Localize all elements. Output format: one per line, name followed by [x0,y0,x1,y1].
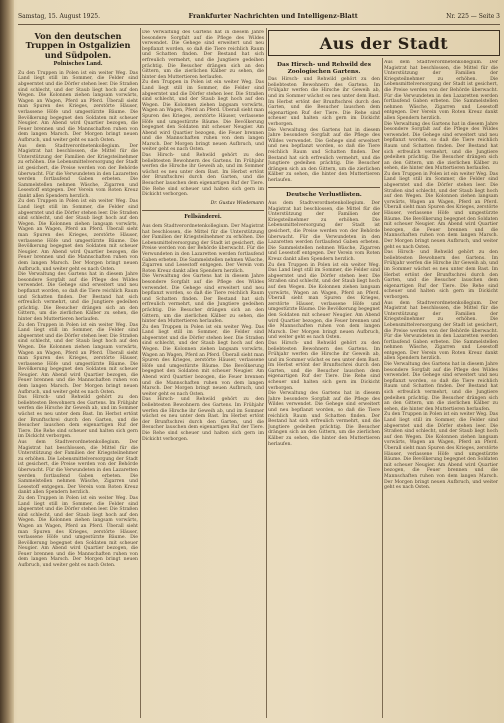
col3-body-cont: Die Verwaltung des Gartens hat in diesem Jahre besondere Sorgfalt auf die Pflege des Wildes verwendet. Die Gehege sind erweitert und neu bepflanzt worden, so daß die Tiere reichlich Raum und Schatten finden. Der Bestand hat sich erfreulich vermehrt, und die Jungtiere gedeihen prächtig. Die Besucher drängen sich an den Gittern, um die zierlichen Kälber zu sehen, die hinter den Muttertieren herlaufen. [268,127,380,183]
divider [268,187,380,188]
col4-body: Aus dem Stadtverordnetenkollegium. Der Magistrat hat beschlossen, die Mittel für die Unterstützung der Familien der Kriegsteilnehmer zu erhöhen. Die Lebensmittelversorgung der Stadt ist gesichert, die Preise werden von der Behörde überwacht. Für die Verwundeten in den Lazaretten werden fortlaufend Gaben erbeten. Die Sammelstellen nehmen Wäsche, Zigarren und Lesestoff entgegen. Der Verein vom Roten Kreuz dankt allen Spendern herzlich. [384,60,498,121]
lead-article-body-cont6: Aus dem Stadtverordnetenkollegium. Der Magistrat hat beschlossen, die Mittel für die Unterstützung der Familien der Kriegsteilnehmer zu erhöhen. Die Lebensmittelversorgung der Stadt ist gesichert, die Preise werden von der Behörde überwacht. Für die Verwundeten in den Lazaretten werden fortlaufend Gaben erbeten. Die Sammelstellen nehmen Wäsche, Zigarren und Lesestoff entgegen. Der Verein vom Roten Kreuz dankt allen Spendern herzlich. [18,440,138,496]
col3-section-title: Deutsche Verlustlisten. [286,192,362,199]
lead-article-body-cont5: Das Hirsch- und Rehwild gehört zu den beliebtesten Bewohnern des Gartens. Im Frühjahr werfen die Hirsche ihr Geweih ab, und im Sommer wächst es neu unter dem Bast. Im Herbst ertönt der Brunftschrei durch den Garten, und die Besucher lauschen dem eigenartigen Ruf der Tiere. Die Rehe sind scheuer und halten sich gern im Dickicht verborgen. [18,395,138,440]
column-rule [140,28,141,718]
paper-title: Frankfurter Nachrichten und Intelligenz-Blatt [188,12,358,20]
page-binding [0,0,14,723]
col2-body-cont5: Zu den Truppen in Polen ist ein weiter Weg. Das Land liegt still im Sommer, die Felder sind abgeerntet und die Dörfer stehen leer. Die Straßen sind schlecht, und der Staub liegt hoch auf den Wegen. Die Kolonnen ziehen langsam vorwärts, Wagen an Wagen, Pferd an Pferd. Überall sieht man Spuren des Krieges, zerstörte Häuser, verlassene Höfe und umgestürzte Bäume. Die Bevölkerung begegnet den Soldaten mit scheuer Neugier. Am Abend wird Quartier bezogen, die Feuer brennen und die Mannschaften ruhen von dem langen Marsch. Der Morgen bringt neuen Aufbruch, und weiter geht es nach Osten. [142,324,264,397]
col4-body-cont4: Aus dem Stadtverordnetenkollegium. Der Magistrat hat beschlossen, die Mittel für die Unterstützung der Familien der Kriegsteilnehmer zu erhöhen. Die Lebensmittelversorgung der Stadt ist gesichert, die Preise werden von der Behörde überwacht. Für die Verwundeten in den Lazaretten werden fortlaufend Gaben erbeten. Die Sammelstellen nehmen Wäsche, Zigarren und Lesestoff entgegen. Der Verein vom Roten Kreuz dankt allen Spendern herzlich. [384,300,498,362]
col4-body-cont2: Zu den Truppen in Polen ist ein weiter Weg. Das Land liegt still im Sommer, die Felder sind abgeerntet und die Dörfer stehen leer. Die Straßen sind schlecht, und der Staub liegt hoch auf den Wegen. Die Kolonnen ziehen langsam vorwärts, Wagen an Wagen, Pferd an Pferd. Überall sieht man Spuren des Krieges, zerstörte Häuser, verlassene Höfe und umgestürzte Bäume. Die Bevölkerung begegnet den Soldaten mit scheuer Neugier. Am Abend wird Quartier bezogen, die Feuer brennen und die Mannschaften ruhen von dem langen Marsch. Der Morgen bringt neuen Aufbruch, und weiter geht es nach Osten. [384,171,498,250]
column-1 [18,30,138,715]
column-rule [266,28,267,718]
col3-body-cont3: Zu den Truppen in Polen ist ein weiter Weg. Das Land liegt still im Sommer, die Felder sind abgeerntet und die Dörfer stehen leer. Die Straßen sind schlecht, und der Staub liegt hoch auf den Wegen. Die Kolonnen ziehen langsam vorwärts, Wagen an Wagen, Pferd an Pferd. Überall sieht man Spuren des Krieges, zerstörte Häuser, verlassene Höfe und umgestürzte Bäume. Die Bevölkerung begegnet den Soldaten mit scheuer Neugier. Am Abend wird Quartier bezogen, die Feuer brennen und die Mannschaften ruhen von dem langen Marsch. Der Morgen bringt neuen Aufbruch, und weiter geht es nach Osten. [268,262,380,341]
column-rule [382,58,383,718]
page-header [18,8,500,25]
col4-body-cont6: Zu den Truppen in Polen ist ein weiter Weg. Das Land liegt still im Sommer, die Felder sind abgeerntet und die Dörfer stehen leer. Die Straßen sind schlecht, und der Staub liegt hoch auf den Wegen. Die Kolonnen ziehen langsam vorwärts, Wagen an Wagen, Pferd an Pferd. Überall sieht man Spuren des Krieges, zerstörte Häuser, verlassene Höfe und umgestürzte Bäume. Die Bevölkerung begegnet den Soldaten mit scheuer Neugier. Am Abend wird Quartier bezogen, die Feuer brennen und die Mannschaften ruhen von dem langen Marsch. Der Morgen bringt neuen Aufbruch, und weiter geht es nach Osten. [384,412,498,491]
col2-body: Die Verwaltung des Gartens hat in diesem Jahre besondere Sorgfalt auf die Pflege des Wildes verwendet. Die Gehege sind erweitert und neu bepflanzt worden, so daß die Tiere reichlich Raum und Schatten finden. Der Bestand hat sich erfreulich vermehrt, und die Jungtiere gedeihen prächtig. Die Besucher drängen sich an den Gittern, um die zierlichen Kälber zu sehen, die hinter den Muttertieren herlaufen. [142,30,264,80]
lead-article-body: Zu den Truppen in Polen ist ein weiter Weg. Das Land liegt still im Sommer, die Felder sind abgeerntet und die Dörfer stehen leer. Die Straßen sind schlecht, und der Staub liegt hoch auf den Wegen. Die Kolonnen ziehen langsam vorwärts, Wagen an Wagen, Pferd an Pferd. Überall sieht man Spuren des Krieges, zerstörte Häuser, verlassene Höfe und umgestürzte Bäume. Die Bevölkerung begegnet den Soldaten mit scheuer Neugier. Am Abend wird Quartier bezogen, die Feuer brennen und die Mannschaften ruhen von dem langen Marsch. Der Morgen bringt neuen Aufbruch, und weiter geht es nach Osten. [18,70,138,143]
header-date: Samstag, 15. August 1925. [18,12,101,20]
col2-body-cont4: Die Verwaltung des Gartens hat in diesem Jahre besondere Sorgfalt auf die Pflege des Wildes verwendet. Die Gehege sind erweitert und neu bepflanzt worden, so daß die Tiere reichlich Raum und Schatten finden. Der Bestand hat sich erfreulich vermehrt, und die Jungtiere gedeihen prächtig. Die Besucher drängen sich an den Gittern, um die zierlichen Kälber zu sehen, die hinter den Muttertieren herlaufen. [142,274,264,325]
lead-article-body-cont4: Zu den Truppen in Polen ist ein weiter Weg. Das Land liegt still im Sommer, die Felder sind abgeerntet und die Dörfer stehen leer. Die Straßen sind schlecht, und der Staub liegt hoch auf den Wegen. Die Kolonnen ziehen langsam vorwärts, Wagen an Wagen, Pferd an Pferd. Überall sieht man Spuren des Krieges, zerstörte Häuser, verlassene Höfe und umgestürzte Bäume. Die Bevölkerung begegnet den Soldaten mit scheuer Neugier. Am Abend wird Quartier bezogen, die Feuer brennen und die Mannschaften ruhen von dem langen Marsch. Der Morgen bringt neuen Aufbruch, und weiter geht es nach Osten. [18,322,138,395]
column-3 [268,60,380,715]
col4-body-cont: Die Verwaltung des Gartens hat in diesem Jahre besondere Sorgfalt auf die Pflege des Wildes verwendet. Die Gehege sind erweitert und neu bepflanzt worden, so daß die Tiere reichlich Raum und Schatten finden. Der Bestand hat sich erfreulich vermehrt, und die Jungtiere gedeihen prächtig. Die Besucher drängen sich an den Gittern, um die zierlichen Kälber zu sehen, die hinter den Muttertieren herlaufen. [384,121,498,172]
section-banner [268,30,500,56]
section-title: Aus der Stadt [319,33,449,53]
lead-article-body-cont7: Zu den Truppen in Polen ist ein weiter Weg. Das Land liegt still im Sommer, die Felder sind abgeerntet und die Dörfer stehen leer. Die Straßen sind schlecht, und der Staub liegt hoch auf den Wegen. Die Kolonnen ziehen langsam vorwärts, Wagen an Wagen, Pferd an Pferd. Überall sieht man Spuren des Krieges, zerstörte Häuser, verlassene Höfe und umgestürzte Bäume. Die Bevölkerung begegnet den Soldaten mit scheuer Neugier. Am Abend wird Quartier bezogen, die Feuer brennen und die Mannschaften ruhen von dem langen Marsch. Der Morgen bringt neuen Aufbruch, und weiter geht es nach Osten. [18,495,138,569]
col4-body-cont5: Die Verwaltung des Gartens hat in diesem Jahre besondere Sorgfalt auf die Pflege des Wildes verwendet. Die Gehege sind erweitert und neu bepflanzt worden, so daß die Tiere reichlich Raum und Schatten finden. Der Bestand hat sich erfreulich vermehrt, und die Jungtiere gedeihen prächtig. Die Besucher drängen sich an den Gittern, um die zierlichen Kälber zu sehen, die hinter den Muttertieren herlaufen. [384,362,498,412]
col2-body-cont2: Das Hirsch- und Rehwild gehört zu den beliebtesten Bewohnern des Gartens. Im Frühjahr werfen die Hirsche ihr Geweih ab, und im Sommer wächst es neu unter dem Bast. Im Herbst ertönt der Brunftschrei durch den Garten, und die Besucher lauschen dem eigenartigen Ruf der Tiere. Die Rehe sind scheuer und halten sich gern im Dickicht verborgen. [142,153,264,198]
column-2 [142,30,264,715]
col2-body-cont6: Das Hirsch- und Rehwild gehört zu den beliebtesten Bewohnern des Gartens. Im Frühjahr werfen die Hirsche ihr Geweih ab, und im Sommer wächst es neu unter dem Bast. Im Herbst ertönt der Brunftschrei durch den Garten, und die Besucher lauschen dem eigenartigen Ruf der Tiere. Die Rehe sind scheuer und halten sich gern im Dickicht verborgen. [142,397,264,442]
lead-article-body-cont: Aus dem Stadtverordnetenkollegium. Der Magistrat hat beschlossen, die Mittel für die Unterstützung der Familien der Kriegsteilnehmer zu erhöhen. Die Lebensmittelversorgung der Stadt ist gesichert, die Preise werden von der Behörde überwacht. Für die Verwundeten in den Lazaretten werden fortlaufend Gaben erbeten. Die Sammelstellen nehmen Wäsche, Zigarren und Lesestoff entgegen. Der Verein vom Roten Kreuz dankt allen Spendern herzlich. [18,143,138,199]
header-issue: Nr. 225 — Seite 3 [446,12,500,20]
col2-body-cont3: Aus dem Stadtverordnetenkollegium. Der Magistrat hat beschlossen, die Mittel für die Unterstützung der Familien der Kriegsteilnehmer zu erhöhen. Die Lebensmittelversorgung der Stadt ist gesichert, die Preise werden von der Behörde überwacht. Für die Verwundeten in den Lazaretten werden fortlaufend Gaben erbeten. Die Sammelstellen nehmen Wäsche, Zigarren und Lesestoff entgegen. Der Verein vom Roten Kreuz dankt allen Spendern herzlich. [142,224,264,274]
column-4 [384,60,498,715]
col4-body-cont3: Das Hirsch- und Rehwild gehört zu den beliebtesten Bewohnern des Gartens. Im Frühjahr werfen die Hirsche ihr Geweih ab, und im Sommer wächst es neu unter dem Bast. Im Herbst ertönt der Brunftschrei durch den Garten, und die Besucher lauschen dem eigenartigen Ruf der Tiere. Die Rehe sind scheuer und halten sich gern im Dickicht verborgen. [384,250,498,300]
col3-body-cont4: Das Hirsch- und Rehwild gehört zu den beliebtesten Bewohnern des Gartens. Im Frühjahr werfen die Hirsche ihr Geweih ab, und im Sommer wächst es neu unter dem Bast. Im Herbst ertönt der Brunftschrei durch den Garten, und die Besucher lauschen dem eigenartigen Ruf der Tiere. Die Rehe sind scheuer und halten sich gern im Dickicht verborgen. [268,340,380,391]
col3-body: Das Hirsch- und Rehwild gehört zu den beliebtesten Bewohnern des Gartens. Im Frühjahr werfen die Hirsche ihr Geweih ab, und im Sommer wächst es neu unter dem Bast. Im Herbst ertönt der Brunftschrei durch den Garten, und die Besucher lauschen dem eigenartigen Ruf der Tiere. Die Rehe sind scheuer und halten sich gern im Dickicht verborgen. [268,77,380,127]
col3-article-title: Das Hirsch- und Rehwild des Zoologischen Gartens. [277,62,371,75]
lead-article-body-cont2: Zu den Truppen in Polen ist ein weiter Weg. Das Land liegt still im Sommer, die Felder sind abgeerntet und die Dörfer stehen leer. Die Straßen sind schlecht, und der Staub liegt hoch auf den Wegen. Die Kolonnen ziehen langsam vorwärts, Wagen an Wagen, Pferd an Pferd. Überall sieht man Spuren des Krieges, zerstörte Häuser, verlassene Höfe und umgestürzte Bäume. Die Bevölkerung begegnet den Soldaten mit scheuer Neugier. Am Abend wird Quartier bezogen, die Feuer brennen und die Mannschaften ruhen von dem langen Marsch. Der Morgen bringt neuen Aufbruch, und weiter geht es nach Osten. [18,199,138,272]
lead-article-place: Polnisches Land. [53,61,103,68]
article-signature: Dr. Gustav Wiedemann [210,200,264,206]
col2-heading: Fellsänderei. [184,214,222,221]
lead-article-body-cont3: Die Verwaltung des Gartens hat in diesem Jahre besondere Sorgfalt auf die Pflege des Wildes verwendet. Die Gehege sind erweitert und neu bepflanzt worden, so daß die Tiere reichlich Raum und Schatten finden. Der Bestand hat sich erfreulich vermehrt, und die Jungtiere gedeihen prächtig. Die Besucher drängen sich an den Gittern, um die zierlichen Kälber zu sehen, die hinter den Muttertieren herlaufen. [18,272,138,322]
col2-body-cont: Zu den Truppen in Polen ist ein weiter Weg. Das Land liegt still im Sommer, die Felder sind abgeerntet und die Dörfer stehen leer. Die Straßen sind schlecht, und der Staub liegt hoch auf den Wegen. Die Kolonnen ziehen langsam vorwärts, Wagen an Wagen, Pferd an Pferd. Überall sieht man Spuren des Krieges, zerstörte Häuser, verlassene Höfe und umgestürzte Bäume. Die Bevölkerung begegnet den Soldaten mit scheuer Neugier. Am Abend wird Quartier bezogen, die Feuer brennen und die Mannschaften ruhen von dem langen Marsch. Der Morgen bringt neuen Aufbruch, und weiter geht es nach Osten. [142,80,264,153]
divider [142,210,264,211]
col3-body-cont5: Die Verwaltung des Gartens hat in diesem Jahre besondere Sorgfalt auf die Pflege des Wildes verwendet. Die Gehege sind erweitert und neu bepflanzt worden, so daß die Tiere reichlich Raum und Schatten finden. Der Bestand hat sich erfreulich vermehrt, und die Jungtiere gedeihen prächtig. Die Besucher drängen sich an den Gittern, um die zierlichen Kälber zu sehen, die hinter den Muttertieren herlaufen. [268,391,380,447]
col3-body-cont2: Aus dem Stadtverordnetenkollegium. Der Magistrat hat beschlossen, die Mittel für die Unterstützung der Familien der Kriegsteilnehmer zu erhöhen. Die Lebensmittelversorgung der Stadt ist gesichert, die Preise werden von der Behörde überwacht. Für die Verwundeten in den Lazaretten werden fortlaufend Gaben erbeten. Die Sammelstellen nehmen Wäsche, Zigarren und Lesestoff entgegen. Der Verein vom Roten Kreuz dankt allen Spendern herzlich. [268,201,380,262]
lead-article-title: Von den deutschen Truppen in Ostgalizien und Südpolen. [25,31,131,60]
